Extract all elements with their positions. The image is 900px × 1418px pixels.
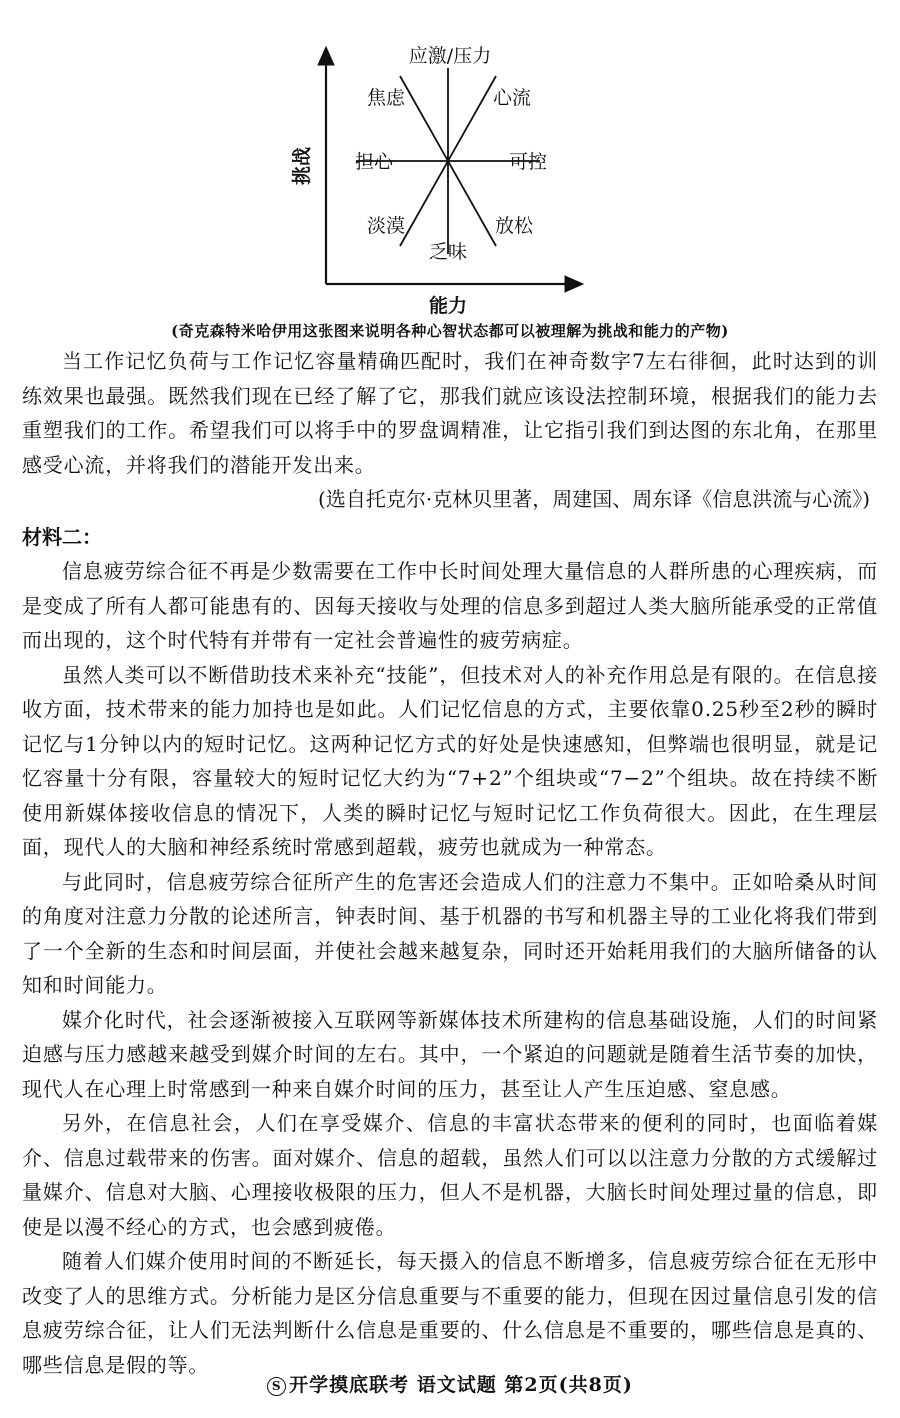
page-footer	[0, 1370, 900, 1397]
material-two-heading: 材料二：	[22, 525, 102, 549]
paragraph: 随着人们媒介使用时间的不断延长，每天摄入的信息不断增多，信息疲劳综合征在无形中改变了人的思维方式。分析能力是区分信息重要与不重要的能力，但现在因过量信息引发的信息疲劳综合征，让人们无法判断什么信息是重要的、什么信息是不重要的，哪些信息是真的、哪些信息是假的等。	[22, 1249, 878, 1377]
challenge-skill-diagram	[290, 36, 600, 320]
paragraph: 信息疲劳综合征不再是少数需要在工作中长时间处理大量信息的人群所患的心理疾病，而是变成了所有人都可能患有的、因每天接收与处理的信息多到超过人类大脑所能承受的正常值而出现的，这个时代特有并带有一定社会普遍性的疲劳病症。	[22, 559, 878, 652]
state-label-bottom-right: 放松	[494, 215, 534, 237]
figure-caption: (奇克森特米哈伊用这张图来说明各种心智状态都可以被理解为挑战和能力的产物)	[171, 322, 729, 340]
material-two	[22, 520, 878, 1382]
state-label-left: 担心	[354, 151, 394, 173]
state-label-bottom: 乏味	[428, 241, 468, 263]
paragraph: 当工作记忆负荷与工作记忆容量精确匹配时，我们在神奇数字7左右徘徊，此时达到的训练效果也最强。既然我们现在已经了解了它，那我们就应该设法控制环境，根据我们的能力去重塑我们的工作。希望我们可以将手中的罗盘调精准，让它指引我们到达图的东北角，在那里感受心流，并将我们的潜能开发出来。	[22, 349, 878, 477]
state-label-top-right: 心流	[492, 87, 532, 109]
footer-text: 开学摸底联考 语文试题 第2页(共8页)	[289, 1374, 633, 1396]
paragraph: 虽然人类可以不断借助技术来补充“技能”，但技术对人的补充作用总是有限的。在信息接收方面，技术带来的能力加持也是如此。人们记忆信息的方式，主要依靠0.25秒至2秒的瞬时记忆与1分钟以内的短时记忆。这两种记忆方式的好处是快速感知，但弊端也很明显，就是记忆容量十分有限，容量较大的短时记忆大约为“7+2”个组块或“7−2”个组块。故在持续不断使用新媒体接收信息的情况下，人类的瞬时记忆与短时记忆工作负荷很大。因此，在生理层面，现代人的大脑和神经系统时常感到超载，疲劳也就成为一种常态。	[22, 662, 878, 859]
y-axis-label: 挑战	[291, 146, 313, 186]
state-label-top: 应激/压力	[408, 45, 492, 67]
state-label-top-left: 焦虑	[366, 87, 406, 109]
paragraph: 另外，在信息社会，人们在享受媒介、信息的丰富状态带来的便利的同时，也面临着媒介、信息过载带来的伤害。面对媒介、信息的超载，虽然人们可以以注意力分散的方式缓解过量媒介、信息对大脑、心理接收极限的压力，但人不是机器，大脑长时间处理过量的信息，即使是以漫不经心的方式，也会感到疲倦。	[22, 1111, 878, 1239]
paragraph: 媒介化时代，社会逐渐被接入互联网等新媒体技术所建构的信息基础设施，人们的时间紧迫感与压力感越来越受到媒介时间的左右。其中，一个紧迫的问题就是随着生活节奏的加快，现代人在心理上时常感到一种来自媒介时间的压力，甚至让人产生压迫感、窒息感。	[22, 1007, 878, 1101]
circled-s-icon: S	[267, 1377, 286, 1396]
material-one-text	[22, 344, 878, 516]
state-label-bottom-left: 淡漠	[366, 215, 406, 237]
source-citation: (选自托克尔·克林贝里著，周建国、周东译《信息洪流与心流》)	[318, 487, 870, 511]
x-axis-label: 能力	[428, 295, 468, 317]
paragraph: 与此同时，信息疲劳综合征所产生的危害还会造成人们的注意力不集中。正如哈桑从时间的角度对注意力分散的论述所言，钟表时间、基于机器的书写和机器主导的工业化将我们带到了一个全新的生态和时间层面，并使社会越来越复杂，同时还开始耗用我们的大脑所储备的认知和时间能力。	[22, 869, 878, 997]
state-label-right: 可控	[508, 151, 548, 173]
